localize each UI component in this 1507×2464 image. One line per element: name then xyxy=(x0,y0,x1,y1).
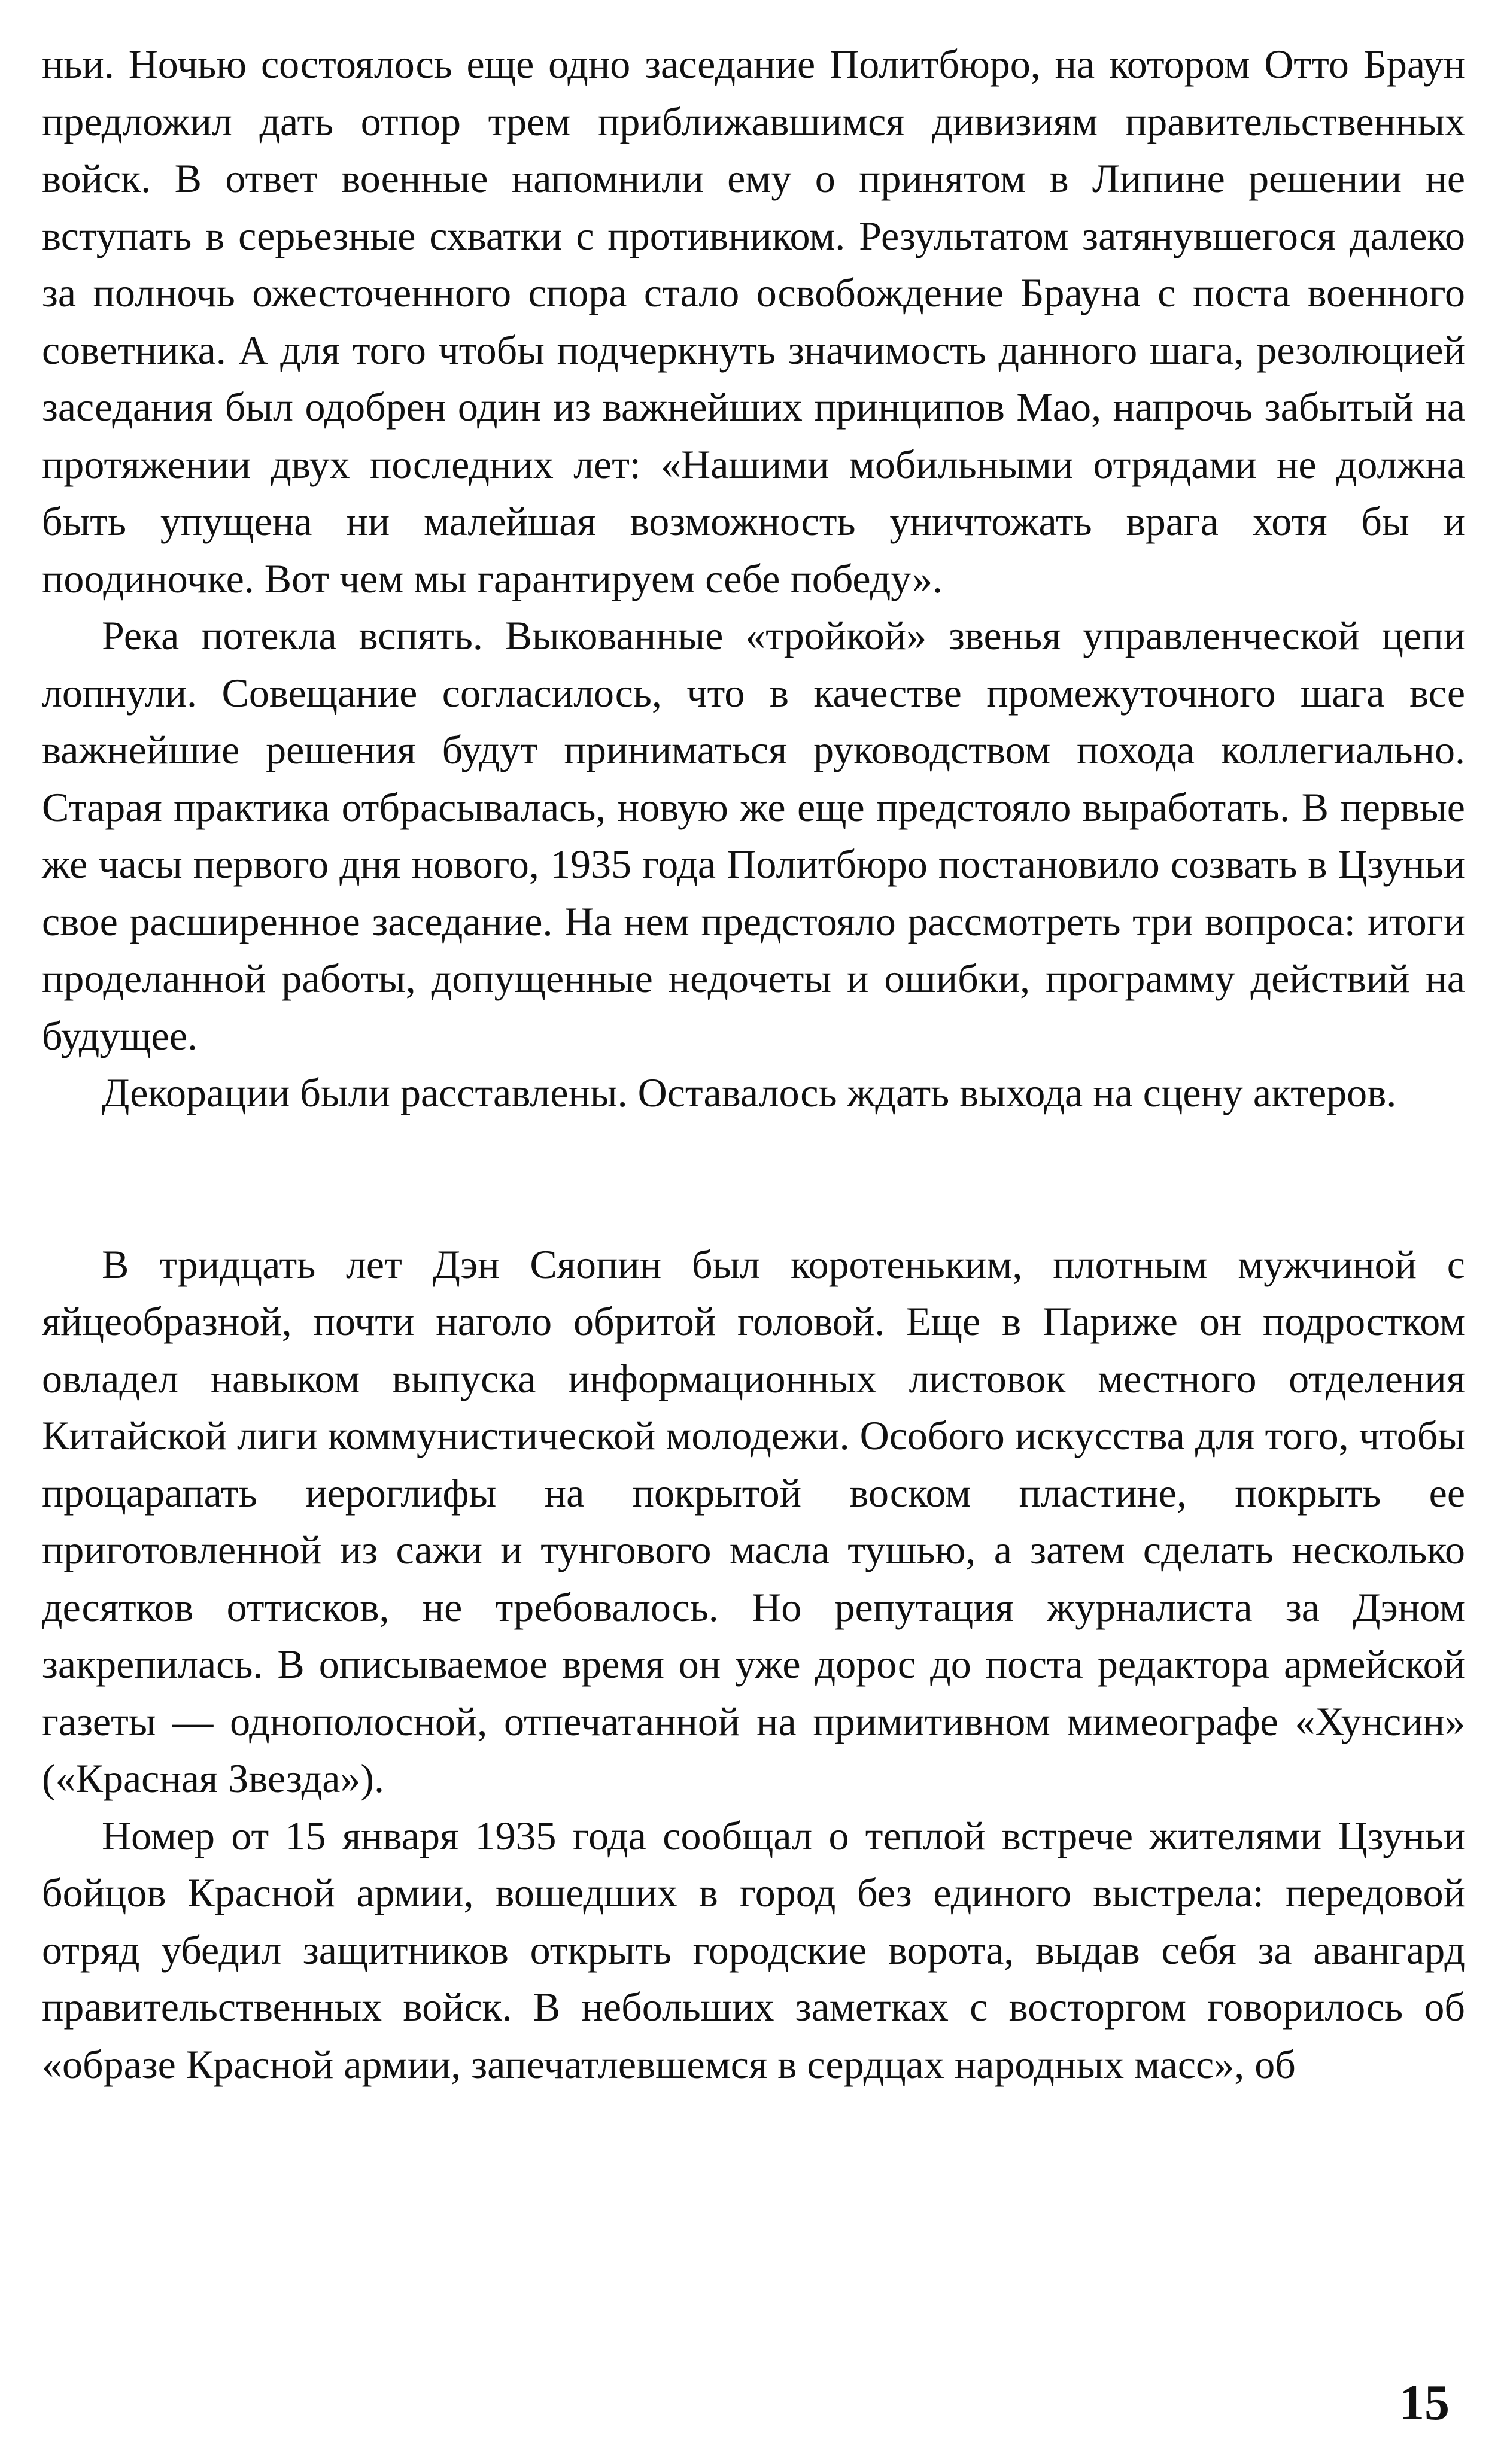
paragraph-3: Декорации были расставлены. Оставалось ждать выхода на сцену актеров. xyxy=(102,1070,1397,1115)
page-body xyxy=(42,36,1465,2093)
section-break xyxy=(42,1122,1465,1236)
paragraph-1: ньи. Ночью состоялось еще одно заседание Политбюро, на котором Отто Браун предложил дать отпор трем приближавшимся дивизиям правительственных войск. В ответ военные напомнили ему о принятом в Липине решении не вступать в серьезные схватки с противником. Результатом затянувшегося далеко за полночь ожесточенного спора стало освобождение Брауна с поста военного советника. А для того чтобы подчеркнуть значимость данного шага, резолюцией заседания был одобрен один из важнейших принципов Мао, напрочь забытый на протяжении двух последних лет: «Нашими мобильными отрядами не должна быть упущена ни малейшая возможность уничтожать врага хотя бы и поодиночке. Вот чем мы гарантируем себе победу». xyxy=(42,41,1465,601)
paragraph-2: Река потекла вспять. Выкованные «тройкой» звенья управленческой цепи лопнули. Совещание согласилось, что в качестве промежуточного шага все важнейшие решения будут приниматься руководством похода коллегиально. Старая практика отбрасывалась, новую же еще предстояло выработать. В первые же часы первого дня нового, 1935 года Политбюро постановило созвать в Цзуньи свое расширенное заседание. На нем предстояло рассмотреть три вопроса: итоги проделанной работы, допущенные недочеты и ошибки, программу действий на будущее. xyxy=(42,613,1465,1058)
paragraph-5: Номер от 15 января 1935 года сообщал о теплой встрече жителями Цзуньи бойцов Красной армии, вошедших в город без единого выстрела: передовой отряд убедил защитников открыть городские ворота, выдав себя за авангард правительственных войск. В небольших заметках с восторгом говорилось об «образе Красной армии, запечатлевшемся в сердцах народных масс», об xyxy=(42,1812,1465,2087)
page-number: 15 xyxy=(1399,2375,1450,2430)
paragraph-4: В тридцать лет Дэн Сяопин был коротеньким, плотным мужчиной с яйцеобразной, почти наголо обритой головой. Еще в Париже он подростком овладел навыком выпуска информационных листовок местного отделения Китайской лиги коммунистической молодежи. Особого искусства для того, чтобы процарапать иероглифы на покрытой воском пластине, покрыть ее приготовленной из сажи и тунгового масла тушью, а затем сделать несколько десятков оттисков, не требовалось. Но репутация журналиста за Дэном закрепилась. В описываемое время он уже дорос до поста редактора армейской газеты — однополосной, отпечатанной на примитивном мимеографе «Хунсин» («Красная Звезда»). xyxy=(42,1241,1465,1801)
